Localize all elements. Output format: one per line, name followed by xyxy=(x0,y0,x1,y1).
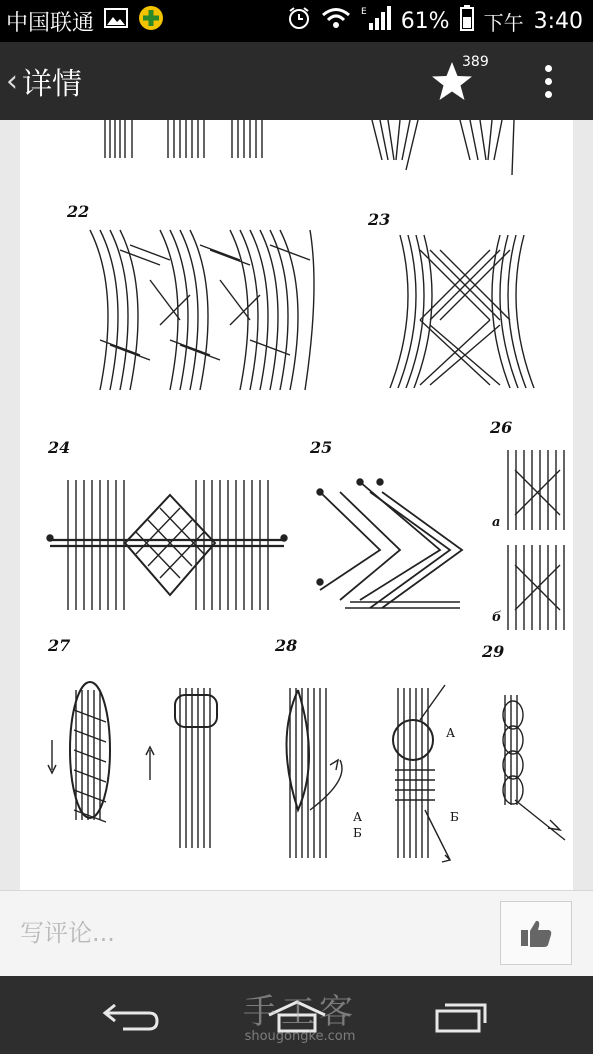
time-period: 下午 xyxy=(483,10,524,35)
figure-label-22: 22 xyxy=(67,202,90,221)
carrier-label: 中国联通 xyxy=(6,10,95,36)
system-nav-bar xyxy=(0,976,593,1054)
figure-25-pattern xyxy=(320,482,462,608)
app-notification-icon xyxy=(138,5,164,37)
figure-26-sublabel-a: а xyxy=(492,515,501,530)
comment-bar xyxy=(0,890,593,977)
figure-label-27: 27 xyxy=(48,636,71,655)
partial-figure-top-right xyxy=(372,120,514,175)
figure-28-label-a-right: А xyxy=(446,726,456,740)
figure-29-pattern xyxy=(503,695,565,840)
figure-26-sublabel-b: б xyxy=(492,610,502,625)
figure-27-pattern xyxy=(48,682,217,848)
clock: 3:40 xyxy=(533,8,583,34)
nav-back-button[interactable] xyxy=(96,994,166,1038)
recent-apps-icon xyxy=(433,999,493,1033)
svg-text:E: E xyxy=(360,7,367,17)
watermark-url: shougongke.com xyxy=(244,1029,356,1044)
wifi-icon xyxy=(321,6,351,36)
figure-label-26: 26 xyxy=(490,418,513,437)
figure-label-28: 28 xyxy=(275,636,298,655)
comment-input[interactable]: 写评论... xyxy=(20,919,115,947)
signal-icon xyxy=(361,5,391,37)
figure-28-label-a-left: А xyxy=(353,810,363,824)
back-button[interactable] xyxy=(0,59,82,103)
watermark xyxy=(220,984,380,1044)
app-bar xyxy=(0,42,593,120)
figure-label-29: 29 xyxy=(482,642,505,661)
figure-26-pattern xyxy=(508,450,564,630)
favorite-count: 389 xyxy=(462,54,489,70)
nav-recent-apps-button[interactable] xyxy=(428,994,498,1038)
like-button[interactable] xyxy=(500,901,572,965)
chevron-left-icon: ‹ xyxy=(6,63,18,99)
figure-label-24: 24 xyxy=(48,438,71,457)
macrame-illustration xyxy=(20,120,573,890)
figure-label-23: 23 xyxy=(368,210,391,229)
content-area[interactable] xyxy=(0,120,593,890)
figure-28-pattern xyxy=(287,685,451,862)
figure-28-label-b-left: Б xyxy=(353,826,362,840)
figure-23-pattern xyxy=(390,235,534,388)
more-menu-icon[interactable] xyxy=(538,62,558,102)
figure-28-label-b-right: Б xyxy=(450,810,459,824)
figure-24-pattern xyxy=(50,480,284,610)
status-bar xyxy=(0,0,593,42)
figure-22-pattern xyxy=(90,230,314,390)
page-title: 详情 xyxy=(22,67,82,102)
partial-figure-top-left xyxy=(105,120,262,158)
thumbs-up-icon xyxy=(519,918,553,948)
macrame-diagram-image xyxy=(20,120,573,890)
battery-percent: 61% xyxy=(400,8,450,34)
figure-label-25: 25 xyxy=(310,438,333,457)
gallery-icon xyxy=(104,7,128,35)
watermark-text: 手工客 xyxy=(243,992,357,1032)
alarm-icon xyxy=(287,6,311,36)
battery-icon xyxy=(460,5,474,37)
back-arrow-icon xyxy=(101,999,161,1033)
